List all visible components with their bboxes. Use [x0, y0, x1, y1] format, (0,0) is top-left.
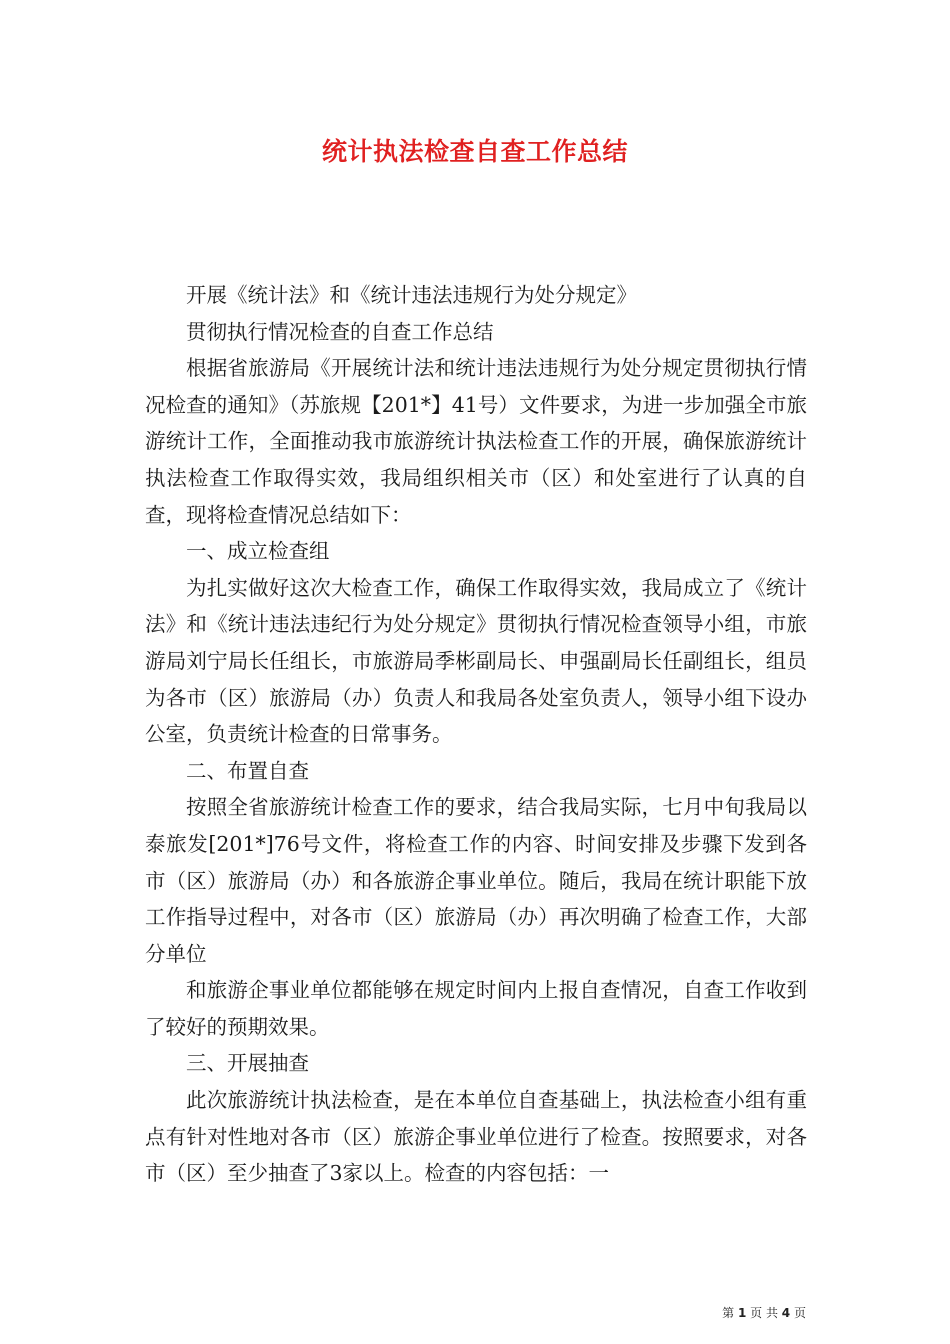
footer-prefix: 第	[722, 1306, 735, 1320]
document-title: 统计执法检查自查工作总结	[321, 137, 628, 166]
paragraph: 为扎实做好这次大检查工作，确保工作取得实效，我局成立了《统计法》和《统计违法违纪行为处分规定》贯彻执行情况检查领导小组，市旅游局刘宁局长任组长，市旅游局季彬副局长、申强副局长任副组长，组员为各市（区）旅游局（办）负责人和我局各处室负责人，领导小组下设办公室，负责统计检查的日常事务。	[145, 575, 807, 747]
paragraph: 按照全省旅游统计检查工作的要求，结合我局实际，七月中旬我局以泰旅发[201*]76号文件，将检查工作的内容、时间安排及步骤下发到各市（区）旅游局（办）和各旅游企事业单位。随后，我局在统计职能下放工作指导过程中，对各市（区）旅游局（办）再次明确了检查工作，大部分单位	[145, 795, 807, 966]
section-heading: 二、布置自查	[186, 758, 309, 783]
paragraph: 根据省旅游局《开展统计法和统计违法违规行为处分规定贯彻执行情况检查的通知》（苏旅规【201*】41号）文件要求，为进一步加强全市旅游统计工作，全面推动我市旅游统计执法检查工作的开展，确保旅游统计执法检查工作取得实效，我局组织相关市（区）和处室进行了认真的自查，现将检查情况总结如下：	[145, 356, 807, 527]
footer-middle: 页 共	[750, 1306, 778, 1320]
paragraph: 贯彻执行情况检查的自查工作总结	[186, 319, 494, 344]
section-heading: 三、开展抽查	[186, 1051, 309, 1076]
page-number-footer	[676, 1304, 806, 1321]
section-heading: 一、成立检查组	[186, 539, 330, 564]
paragraph: 此次旅游统计执法检查，是在本单位自查基础上，执法检查小组有重点有针对性地对各市（区）旅游企事业单位进行了检查。按照要求，对各市（区）至少抽查了3家以上。检查的内容包括：一	[145, 1088, 807, 1186]
document-body	[145, 277, 807, 1192]
footer-suffix: 页	[793, 1306, 806, 1320]
current-page-number: 1	[737, 1306, 747, 1320]
paragraph: 开展《统计法》和《统计违法违规行为处分规定》	[186, 283, 637, 307]
total-page-number: 4	[781, 1306, 791, 1320]
paragraph: 和旅游企事业单位都能够在规定时间内上报自查情况，自查工作收到了较好的预期效果。	[145, 978, 807, 1039]
